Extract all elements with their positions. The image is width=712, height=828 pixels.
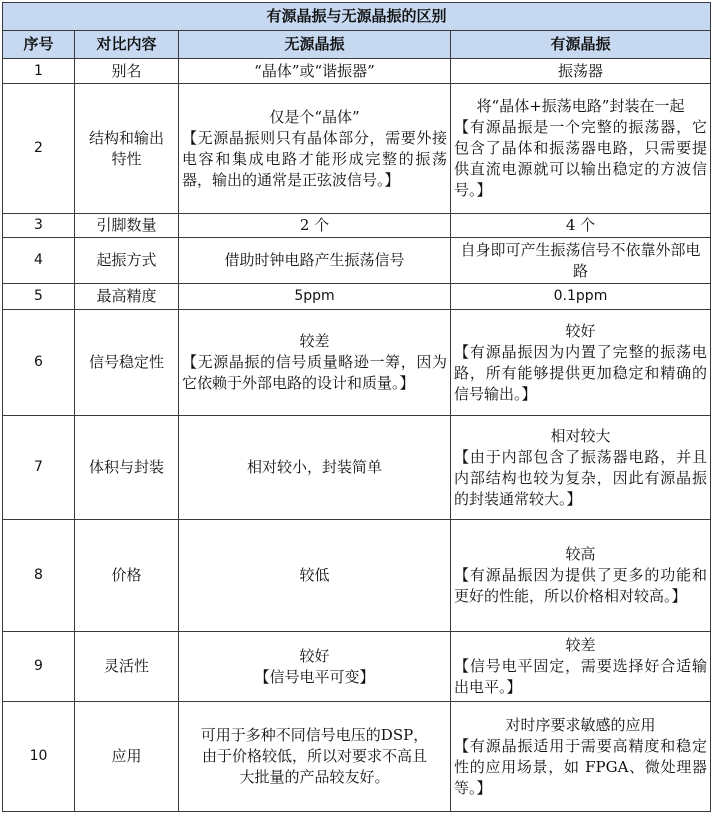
row-item: 结构和输出特性 [75, 84, 179, 214]
active-title: 对时序要求敏感的应用 [505, 715, 656, 734]
passive-detail: 【信号电平可变】 [254, 667, 375, 686]
active-title: 较好 [565, 321, 596, 340]
active-detail: 【有源晶振因为提供了更多的功能和更好的性能，所以价格相对较高。】 [454, 566, 708, 605]
passive-detail: 【无源晶振则只有晶体部分，需要外接电容和集成电路才能形成完整的振荡器，输出的通常是正弦波信号。】 [182, 128, 447, 189]
active-title: 较差 [565, 636, 596, 654]
header-passive: 无源晶振 [179, 31, 451, 59]
row-item: 体积与封装 [75, 416, 179, 520]
cell-active [451, 238, 711, 284]
header-index: 序号 [3, 31, 75, 59]
passive-title: 较差 [299, 332, 330, 350]
cell-active [451, 59, 711, 84]
row-index: 9 [3, 632, 75, 702]
cell-passive [179, 84, 451, 214]
active-title: 较高 [565, 545, 596, 563]
row-index: 3 [3, 214, 75, 238]
cell-active [451, 310, 711, 416]
cell-passive [179, 632, 451, 702]
cell-active [451, 520, 711, 632]
table-row [3, 416, 711, 520]
row-item: 最高精度 [75, 284, 179, 310]
row-item: 灵活性 [75, 632, 179, 702]
row-item: 引脚数量 [75, 214, 179, 238]
table-row [3, 59, 711, 84]
table-row [3, 520, 711, 632]
active-title: 4 个 [565, 216, 596, 234]
cell-active [451, 416, 711, 520]
row-index: 1 [3, 59, 75, 84]
active-title: 自身即可产生振荡信号不依靠外部电路 [460, 240, 701, 280]
row-item: 信号稳定性 [75, 310, 179, 416]
row-index: 7 [3, 416, 75, 520]
cell-passive [179, 310, 451, 416]
cell-passive [179, 284, 451, 310]
row-index: 10 [3, 702, 75, 812]
active-title: 相对较大 [550, 426, 611, 445]
active-detail: 【有源晶振适用于需要高精度和稳定性的应用场景，如 FPGA、微处理器等。】 [454, 736, 708, 797]
table-title-row [3, 3, 711, 31]
cell-active [451, 214, 711, 238]
row-item: 价格 [75, 520, 179, 632]
row-item: 起振方式 [75, 238, 179, 284]
active-detail: 【有源晶振因为内置了完整的振荡电路，所有能够提供更加稳定和精确的信号输出。】 [454, 342, 708, 403]
cell-passive [179, 520, 451, 632]
active-detail: 【有源晶振是一个完整的振荡器，它包含了晶体和振荡器电路，只需要提供直流电源就可以输出稳定的方波信号。】 [454, 118, 708, 199]
row-item: 别名 [75, 59, 179, 84]
header-item: 对比内容 [75, 31, 179, 59]
table-title: 有源晶振与无源晶振的区别 [3, 3, 711, 31]
active-title: 0.1ppm [553, 288, 608, 304]
header-active: 有源晶振 [451, 31, 711, 59]
passive-title: “晶体”或“谐振器” [254, 61, 375, 80]
table-row [3, 632, 711, 702]
cell-active [451, 284, 711, 310]
table-body [3, 59, 711, 812]
table-row [3, 284, 711, 310]
cell-passive [179, 702, 451, 812]
passive-title: 相对较小，封装简单 [246, 458, 382, 476]
active-detail: 【由于内部包含了振荡器电路，并且内部结构也较为复杂，因此有源晶振的封装通常较大。】 [454, 447, 708, 508]
cell-active [451, 702, 711, 812]
passive-title: 较低 [299, 566, 330, 584]
table-row [3, 84, 711, 214]
row-index: 2 [3, 84, 75, 214]
cell-active [451, 84, 711, 214]
active-detail: 【信号电平固定，需要选择好合适输出电平。】 [454, 657, 708, 696]
cell-passive [179, 59, 451, 84]
row-index: 8 [3, 520, 75, 632]
comparison-table [2, 2, 711, 812]
passive-title: 2 个 [299, 216, 330, 234]
table-row [3, 310, 711, 416]
cell-passive [179, 416, 451, 520]
passive-title: 5ppm [294, 288, 335, 304]
passive-title: 较好 [299, 646, 330, 665]
active-title: 振荡器 [558, 61, 604, 80]
row-index: 5 [3, 284, 75, 310]
cell-active [451, 632, 711, 702]
active-title: 将“晶体+振荡电路”封装在一起 [476, 97, 685, 115]
table-row [3, 702, 711, 812]
row-index: 6 [3, 310, 75, 416]
row-index: 4 [3, 238, 75, 284]
table-header-row [3, 31, 711, 59]
passive-title: 借助时钟电路产生振荡信号 [224, 251, 405, 269]
passive-title: 仅是个“晶体” [269, 107, 360, 126]
row-item: 应用 [75, 702, 179, 812]
cell-passive [179, 238, 451, 284]
passive-detail: 【无源晶振的信号质量略逊一筹，因为它依赖于外部电路的设计和质量。】 [182, 353, 447, 392]
table-row [3, 238, 711, 284]
passive-detail: 可用于多种不同信号电压的DSP，由于价格较低，所以对要求不高且大批量的产品较友好。 [200, 726, 429, 786]
table-row [3, 214, 711, 238]
cell-passive [179, 214, 451, 238]
